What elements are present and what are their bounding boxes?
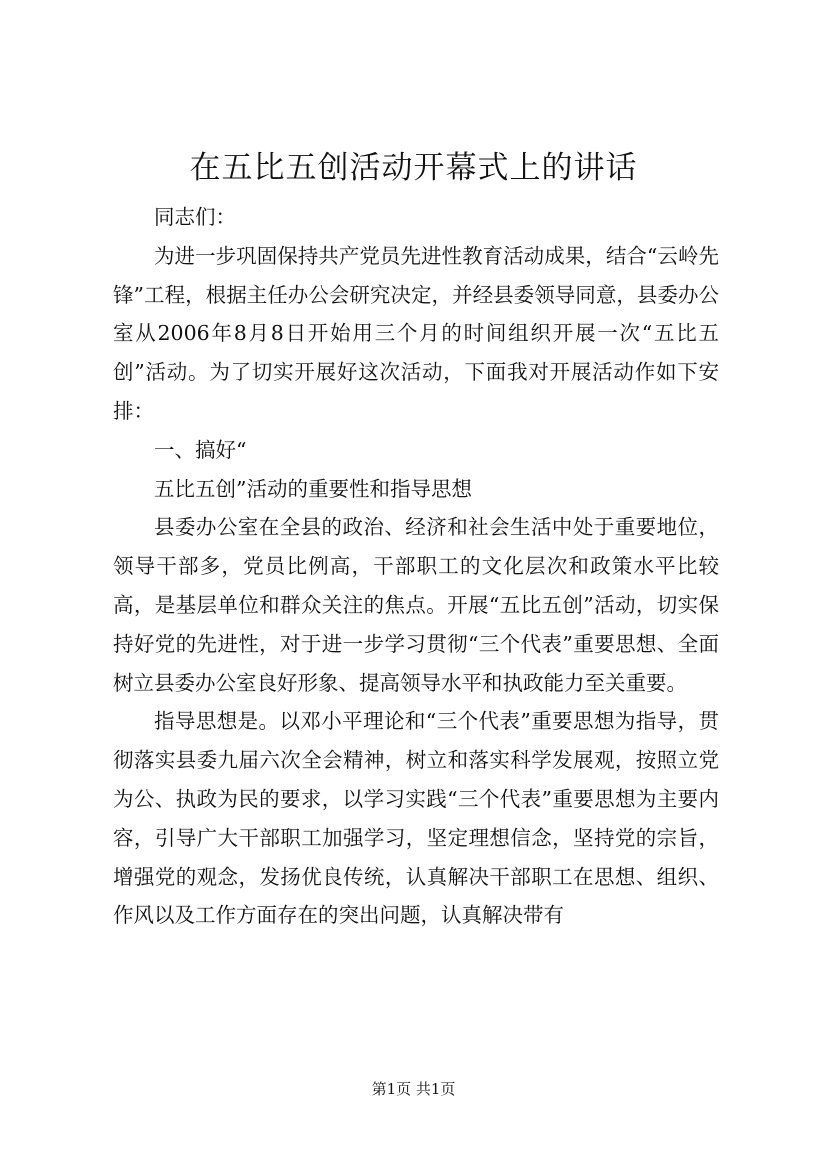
document-body <box>113 198 719 935</box>
paragraph-guiding-thought: 指导思想是。以邓小平理论和“三个代表”重要思想为指导，贯彻落实县委九届六次全会精神，树立和落实科学发展观，按照立党为公、执政为民的要求，以学习实践“三个代表”重要思想为主要内容，引导广大干部职工加强学习，坚定理想信念，坚持党的宗旨，增强党的观念，发扬优良传统，认真解决干部职工在思想、组织、作风以及工作方面存在的突出问题，认真解决带有 <box>113 709 719 928</box>
page-footer: 第1页 共1页 <box>371 1080 456 1098</box>
section-heading-part1: 一、搞好“ <box>154 437 247 462</box>
document-title: 在五比五创活动开幕式上的讲话 <box>189 150 638 186</box>
paragraph-intro: 为进一步巩固保持共产党员先进性教育活动成果，结合“云岭先锋”工程，根据主任办公会研究决定，并经县委领导同意，县委办公室从2006年8月8日开始用三个月的时间组织开展一次“五比五创”活动。为了切实开展好这次活动，下面我对开展活动作如下安排： <box>113 243 719 423</box>
paragraph-salutation: 同志们： <box>154 205 236 229</box>
paragraph-importance: 县委办公室在全县的政治、经济和社会生活中处于重要地位，领导干部多，党员比例高，干部职工的文化层次和政策水平比较高，是基层单位和群众关注的焦点。开展“五比五创”活动，切实保持好党的先进性，对于进一步学习贯彻“三个代表”重要思想、全面树立县委办公室良好形象、提高领导水平和执政能力至关重要。 <box>113 515 719 695</box>
section-heading-part2: 五比五创”活动的重要性和指导思想 <box>154 476 472 501</box>
